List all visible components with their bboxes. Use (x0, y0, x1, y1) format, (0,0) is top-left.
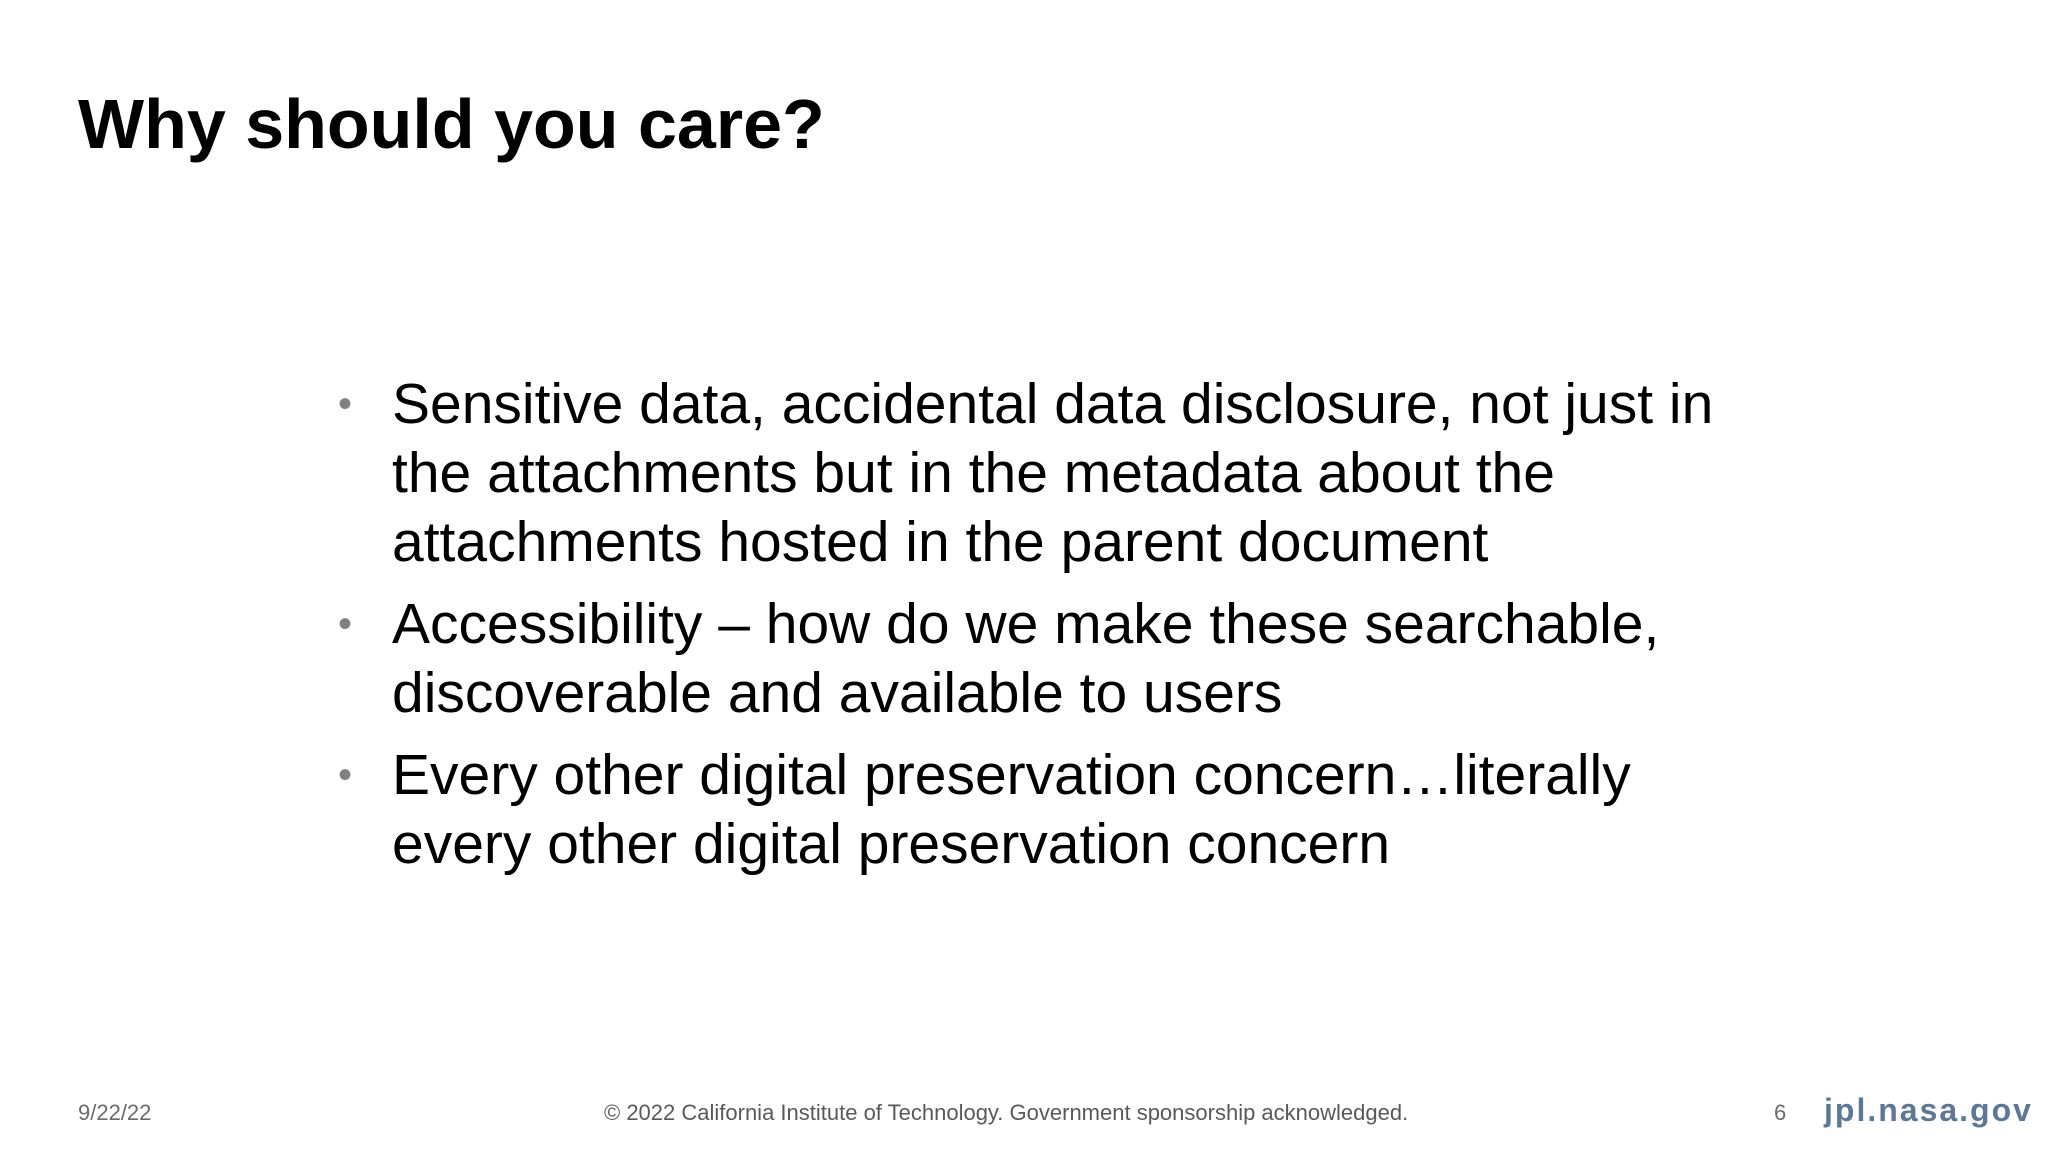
slide-title: Why should you care? (78, 85, 825, 163)
jpl-logo: jpl.nasa.gov (1824, 1092, 2033, 1128)
bullet-item (338, 370, 1738, 577)
bullet-icon: • (338, 753, 353, 797)
footer-copyright: © 2022 California Institute of Technology. Government sponsorship acknowledged. (604, 1100, 1409, 1125)
bullet-icon: • (338, 602, 353, 646)
bullet-icon: • (338, 382, 353, 426)
bullet-item (338, 590, 1738, 728)
bullet-text: Every other digital preservation concern…literally every other digital preservation concern (392, 743, 1631, 876)
bullet-list (338, 370, 1738, 892)
bullet-text: Accessibility – how do we make these searchable, discoverable and available to users (392, 592, 1660, 725)
footer-date: 9/22/22 (78, 1100, 152, 1125)
bullet-item (338, 741, 1738, 879)
page-number: 6 (1774, 1100, 1787, 1125)
bullet-text: Sensitive data, accidental data disclosure, not just in the attachments but in the metadata about the attachments hosted in the parent document (392, 372, 1714, 574)
